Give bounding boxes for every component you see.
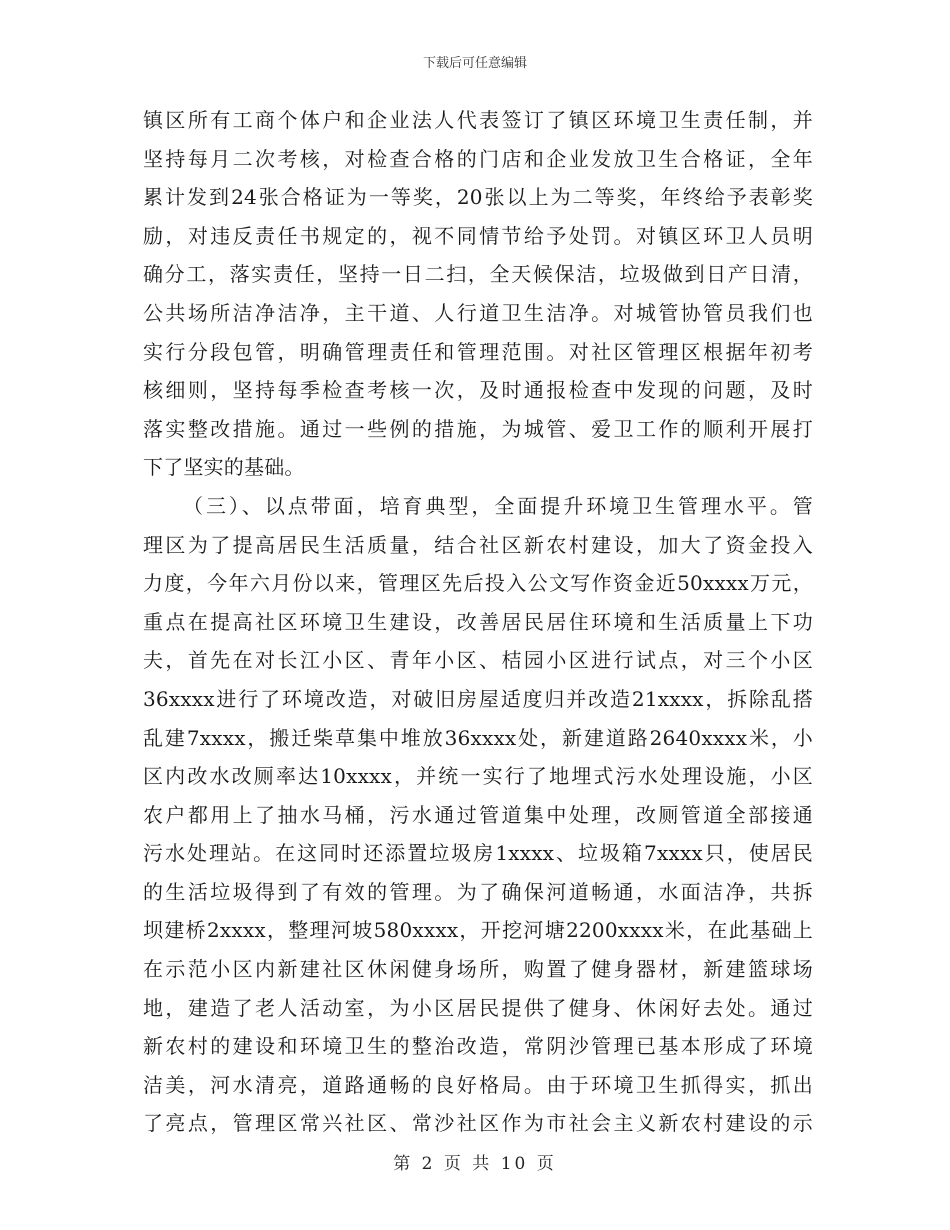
paragraph-2-line: 坝建桥2xxxx，整理河坡580xxxx，开挖河塘2200xxxx米，在此基础上 [143, 918, 813, 943]
paragraph-2-line: 地，建造了老人活动室，为小区居民提供了健身、休闲好去处。通过 [143, 995, 813, 1020]
paragraph-1-line: 下了坚实的基础。 [143, 455, 305, 480]
paragraph-1-line: 核细则，坚持每季检查考核一次，及时通报检查中发现的问题，及时 [143, 378, 813, 403]
paragraph-2-line: 夫，首先在对长江小区、青年小区、桔园小区进行试点，对三个小区 [143, 648, 813, 673]
paragraph-1-line: 镇区所有工商个体户和企业法人代表签订了镇区环境卫生责任制，并 [143, 108, 813, 132]
paragraph-1-line: 确分工，落实责任，坚持一日二扫，全天候保洁，垃圾做到日产日清， [143, 262, 813, 287]
paragraph-2-line: 农户都用上了抽水马桶，污水通过管道集中处理，改厕管道全部接通 [143, 802, 813, 827]
paragraph-2-line: 污水处理站。在这同时还添置垃圾房1xxxx、垃圾箱7xxxx只，使居民 [143, 841, 813, 866]
paragraph-2-line: 重点在提高社区环境卫生建设，改善居民居住环境和生活质量上下功 [143, 609, 813, 634]
paragraph-1-line: 累计发到24张合格证为一等奖，20张以上为二等奖，年终给予表彰奖 [143, 185, 813, 210]
paragraph-2-line: 乱建7xxxx，搬迁柴草集中堆放36xxxx处，新建道路2640xxxx米，小 [143, 725, 813, 750]
paragraph-1-line: 坚持每月二次考核，对检查合格的门店和企业发放卫生合格证，全年 [143, 146, 813, 171]
paragraph-2-line: 在示范小区内新建社区休闲健身场所，购置了健身器材，新建篮球场 [143, 957, 813, 982]
paragraph-1-line: 落实整改措施。通过一些例的措施，为城管、爱卫工作的顺利开展打 [143, 416, 813, 441]
document-body [143, 101, 813, 1143]
page-header: 下载后可任意编辑 [422, 56, 527, 71]
paragraph-1-line: 励，对违反责任书规定的，视不同情节给予处罚。对镇区环卫人员明 [143, 223, 813, 248]
paragraph-2-line: 区内改水改厕率达10xxxx，并统一实行了地埋式污水处理设施，小区 [143, 764, 813, 789]
page-number-footer: 第 2 页 共 10 页 [393, 1154, 557, 1174]
paragraph-2-line: 理区为了提高居民生活质量，结合社区新农村建设，加大了资金投入 [143, 532, 813, 557]
paragraph-2-line: 的生活垃圾得到了有效的管理。为了确保河道畅通，水面洁净，共拆 [143, 879, 813, 904]
paragraph-2-line: 36xxxx进行了环境改造，对破旧房屋适度归并改造21xxxx，拆除乱搭 [143, 686, 813, 711]
paragraph-2-line: （三）、以点带面，培育典型，全面提升环境卫生管理水平。管 [183, 493, 813, 518]
paragraph-2-line: 力度，今年六月份以来，管理区先后投入公文写作资金近50xxxx万元， [143, 571, 813, 596]
paragraph-1-line: 公共场所洁净洁净，主干道、人行道卫生洁净。对城管协管员我们也 [143, 300, 813, 325]
paragraph-2-line: 洁美，河水清亮，道路通畅的良好格局。由于环境卫生抓得实，抓出 [143, 1072, 813, 1097]
paragraph-2-line: 了亮点，管理区常兴社区、常沙社区作为市社会主义新农村建设的示 [143, 1111, 813, 1136]
paragraph-2-line: 新农村的建设和环境卫生的整治改造，常阴沙管理已基本形成了环境 [143, 1034, 813, 1059]
paragraph-1-line: 实行分段包管，明确管理责任和管理范围。对社区管理区根据年初考 [143, 339, 813, 364]
